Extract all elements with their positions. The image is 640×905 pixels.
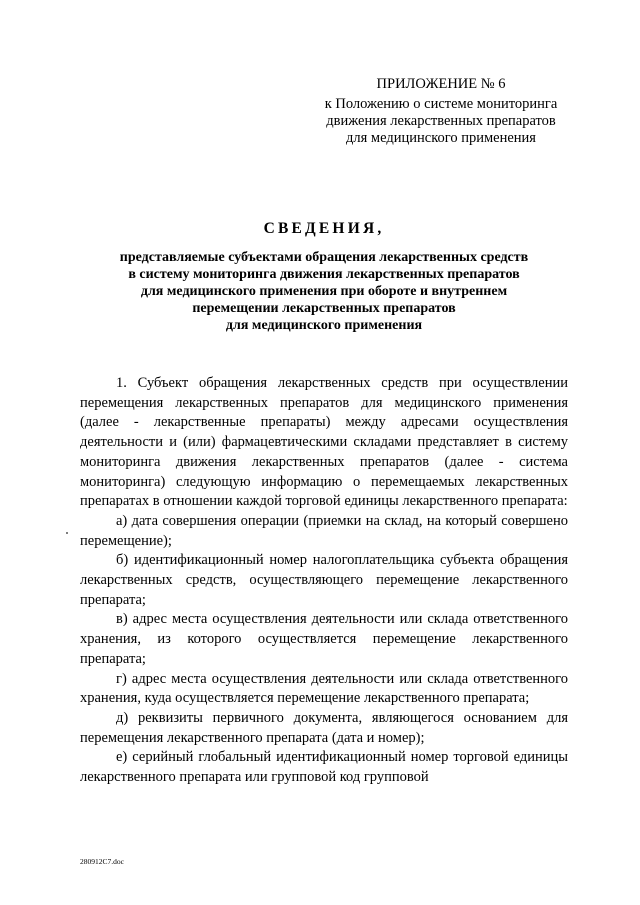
scan-speck (66, 532, 68, 534)
paragraph: е) серийный глобальный идентификационный номер торговой единицы лекарственного препарата или групповой код групповой (80, 749, 568, 786)
paragraph: 1. Субъект обращения лекарственных средств при осуществлении перемещения лекарственных препаратов для медицинского применения (далее - лекарственные препараты) между адресами осуществления деятельности и (или) фармацевтическими складами представляет в систему мониторинга движения лекарственных препаратов (далее - система мониторинга) следующую информацию о перемещаемых лекарственных препаратах в отношении каждой торговой единицы лекарственного препарата: (80, 375, 568, 510)
appendix-block (290, 76, 592, 147)
subtitle-line: перемещении лекарственных препаратов (192, 301, 456, 316)
document-heading: СВЕДЕНИЯ, (263, 220, 385, 237)
document-body (80, 374, 568, 788)
paragraph: а) дата совершения операции (приемки на склад, на который совершено перемещение); (80, 512, 568, 549)
appendix-line: движения лекарственных препаратов (326, 113, 556, 129)
paragraph: в) адрес места осуществления деятельности или склада ответственного хранения, из которого осуществляется перемещение лекарственного препарата; (80, 611, 568, 667)
paragraph: б) идентификационный номер налогоплательщика субъекта обращения лекарственных средств, осуществляющего перемещение лекарственного препарата; (80, 552, 568, 608)
subtitle-line: в систему мониторинга движения лекарственных препаратов (128, 267, 520, 282)
subtitle-line: для медицинского применения при обороте и внутреннем (140, 284, 508, 299)
subtitle-line: представляемые субъектами обращения лекарственных средств (119, 250, 529, 265)
appendix-line: к Положению о системе мониторинга (324, 96, 558, 112)
subtitle-line: для медицинского применения (225, 318, 423, 333)
appendix-title: ПРИЛОЖЕНИЕ № 6 (376, 76, 506, 92)
appendix-line: для медицинского применения (346, 130, 536, 146)
paragraph: г) адрес места осуществления деятельности или склада ответственного хранения, куда осуществляется перемещение лекарственного препарата; (80, 670, 568, 707)
footer-filename: 280912C7.doc (80, 857, 124, 866)
document-subtitle (80, 249, 568, 334)
paragraph: д) реквизиты первичного документа, являющегося основанием для перемещения лекарственного препарата (дата и номер); (80, 709, 568, 746)
